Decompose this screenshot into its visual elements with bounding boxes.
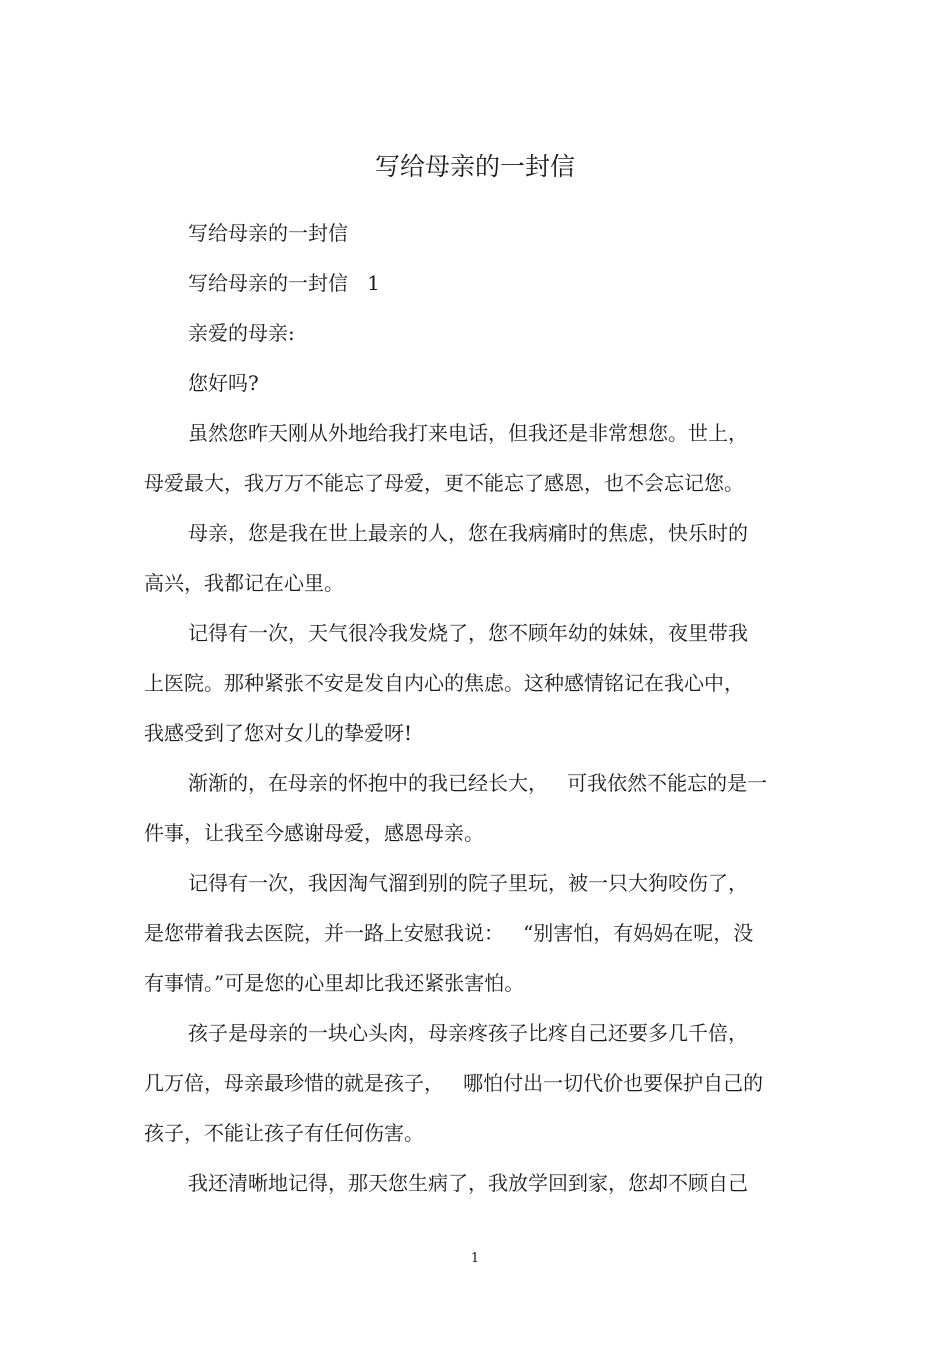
body-line: 写给母亲的一封信 <box>188 221 348 245</box>
body-line: 写给母亲的一封信 1 <box>188 271 380 295</box>
body-line: 母爱最大，我万万不能忘了母爱，更不能忘了感恩，也不会忘记您。 <box>144 471 744 495</box>
body-line: 母亲，您是我在世上最亲的人，您在我病痛时的焦虑，快乐时的 <box>188 521 748 545</box>
body-line: 记得有一次，天气很冷我发烧了，您不顾年幼的妹妹，夜里带我 <box>188 621 748 645</box>
body-line: 是您带着我去医院，并一路上安慰我说： “别害怕，有妈妈在呢，没 <box>144 921 754 945</box>
body-line: 我还清晰地记得，那天您生病了，我放学回到家，您却不顾自己 <box>188 1171 748 1195</box>
page-number: 1 <box>470 1251 480 1266</box>
body-line: 几万倍，母亲最珍惜的就是孩子， 哪怕付出一切代价也要保护自己的 <box>144 1071 764 1095</box>
body-line: 孩子，不能让孩子有任何伤害。 <box>144 1121 424 1145</box>
body-line: 记得有一次，我因淘气溜到别的院子里玩，被一只大狗咬伤了， <box>188 871 748 895</box>
salutation: 亲爱的母亲: <box>188 321 295 345</box>
greeting: 您好吗? <box>188 371 259 395</box>
body-line: 渐渐的，在母亲的怀抱中的我已经长大， 可我依然不能忘的是一 <box>188 771 768 795</box>
document-title: 写给母亲的一封信 <box>374 152 575 181</box>
body-line: 有事情。”可是您的心里却比我还紧张害怕。 <box>144 971 525 995</box>
body-line: 件事，让我至今感谢母爱，感恩母亲。 <box>144 821 484 845</box>
body-line: 上医院。那种紧张不安是发自内心的焦虑。这种感情铭记在我心中， <box>144 671 744 695</box>
body-line: 我感受到了您对女儿的挚爱呀! <box>144 721 413 745</box>
body-line: 虽然您昨天刚从外地给我打来电话，但我还是非常想您。世上， <box>188 421 748 445</box>
body-line: 高兴，我都记在心里。 <box>144 571 344 595</box>
body-line: 孩子是母亲的一块心头肉，母亲疼孩子比疼自己还要多几千倍， <box>188 1021 748 1045</box>
